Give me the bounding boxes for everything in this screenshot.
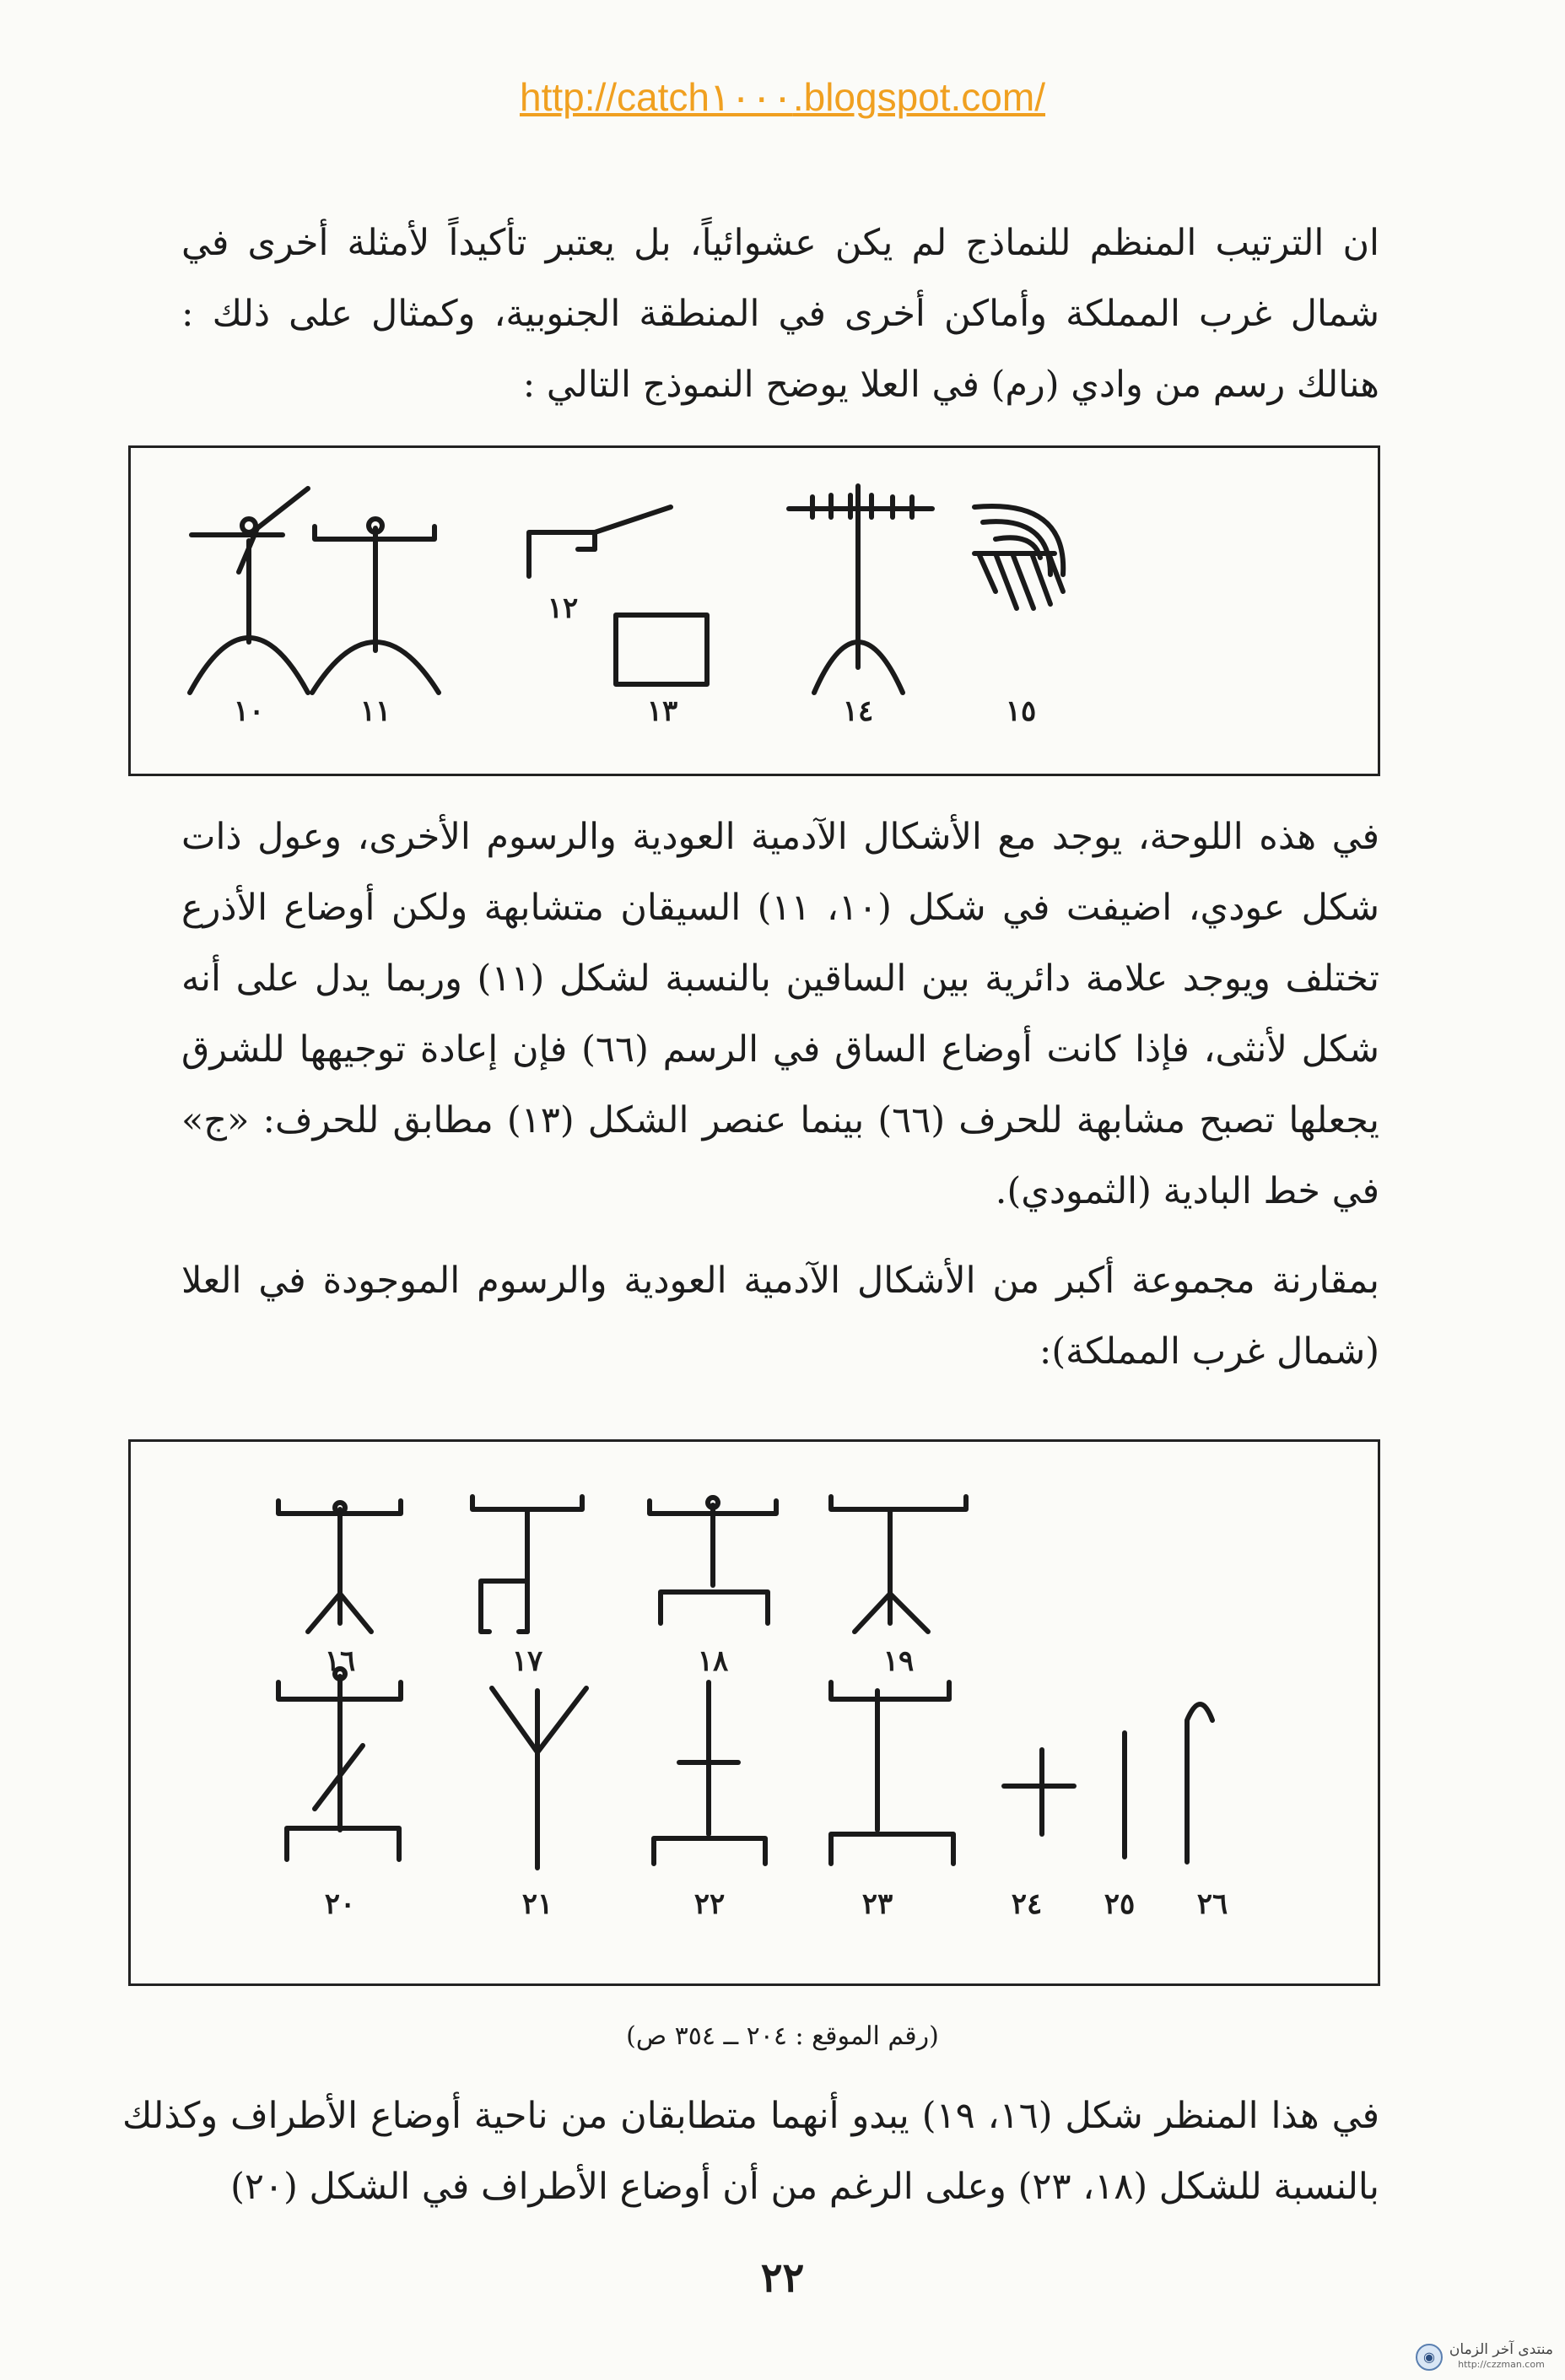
figure-label-10: ١٠ bbox=[233, 694, 265, 728]
figure-label-20: ٢٠ bbox=[324, 1887, 356, 1921]
petroglyph-14 bbox=[789, 486, 932, 693]
site-logo-url: http://czzman.com bbox=[1458, 2359, 1545, 2370]
petroglyph-12 bbox=[529, 507, 671, 576]
paragraph-comparison: بمقارنة مجموعة أكبر من الأشكال الآدمية العودية والرسوم الموجودة في العلا (شمال غرب المملكة): bbox=[181, 1260, 1379, 1373]
figure-2-box bbox=[128, 1439, 1380, 1986]
petroglyph-26 bbox=[1187, 1704, 1212, 1862]
petroglyph-19 bbox=[831, 1497, 966, 1632]
petroglyph-23 bbox=[831, 1682, 953, 1864]
figure-1-box bbox=[128, 445, 1380, 776]
site-logo-name: منتدى آخر الزمان bbox=[1449, 2341, 1553, 2358]
figure-label-15: ١٥ bbox=[1005, 694, 1037, 728]
site-logo[interactable] bbox=[1416, 2342, 1553, 2372]
figure-label-23: ٢٣ bbox=[861, 1887, 893, 1921]
petroglyph-16 bbox=[278, 1501, 401, 1632]
figure-label-13: ١٣ bbox=[646, 694, 678, 728]
figure-label-22: ٢٢ bbox=[693, 1887, 726, 1921]
paragraph-conclusion: في هذا المنظر شكل (١٦، ١٩) يبدو أنهما متطابقان من ناحية أوضاع الأطراف وكذلك بالنسبة للشكل (١٨، ٢٣) وعلى الرغم من أن أوضاع الأطراف في الشكل (٢٠) bbox=[122, 2095, 1380, 2208]
petroglyph-15 bbox=[974, 506, 1063, 608]
figure-1-drawing bbox=[131, 448, 1378, 774]
petroglyph-18 bbox=[650, 1498, 776, 1623]
figure-label-14: ١٤ bbox=[842, 694, 874, 728]
figure-2-caption: (رقم الموقع : ٢٠٤ ــ ٣٥٤ ص) bbox=[626, 2021, 939, 2051]
figure-label-18: ١٨ bbox=[697, 1644, 729, 1678]
figure-label-19: ١٩ bbox=[882, 1644, 915, 1678]
figure-label-16: ١٦ bbox=[324, 1644, 356, 1678]
petroglyph-20 bbox=[278, 1669, 401, 1859]
paragraph-analysis: في هذه اللوحة، يوجد مع الأشكال الآدمية العودية والرسوم الأخرى، وعول ذات شكل عودي، اضيفت في شكل (١٠، ١١) السيقان متشابهة ولكن أوضاع الأذرع تختلف ويوجد علامة دائرية بين الساقين بالنسبة لشكل (١١) وربما يدل على أنه شكل لأنثى، فإذا كانت أوضاع الساق في الرسم (٦٦) فإن إعادة توجيهها للشرق يجعلها تصبح مشابهة للحرف (٦٦) بينما عنصر الشكل (١٣) مطابق للحرف: «ج» في خط البادية (الثمودي). bbox=[181, 816, 1379, 1212]
page-number: ٢٢ bbox=[760, 2254, 805, 2302]
figure-label-25: ٢٥ bbox=[1104, 1887, 1136, 1921]
petroglyph-13 bbox=[616, 615, 707, 684]
petroglyph-17 bbox=[472, 1497, 582, 1632]
site-logo-text bbox=[1449, 2342, 1553, 2372]
petroglyph-22 bbox=[654, 1682, 765, 1864]
figure-label-21: ٢١ bbox=[521, 1887, 553, 1921]
figure-label-26: ٢٦ bbox=[1196, 1887, 1228, 1921]
figure-label-12: ١٢ bbox=[547, 591, 579, 625]
petroglyph-21 bbox=[492, 1688, 586, 1868]
petroglyph-11 bbox=[312, 519, 439, 693]
site-logo-icon: ◉ bbox=[1416, 2344, 1443, 2371]
figure-label-24: ٢٤ bbox=[1011, 1887, 1043, 1921]
figure-label-17: ١٧ bbox=[511, 1644, 543, 1678]
petroglyph-10 bbox=[190, 488, 308, 693]
figure-label-11: ١١ bbox=[359, 694, 391, 728]
header-url[interactable]: http://catch١٠٠٠.blogspot.com/ bbox=[519, 75, 1045, 119]
paragraph-intro: ان الترتيب المنظم للنماذج لم يكن عشوائياً، بل يعتبر تأكيداً لأمثلة أخرى في شمال غرب المملكة وأماكن أخرى في المنطقة الجنوبية، وكمثال على ذلك : هنالك رسم من وادي (رم) في العلا يوضح النموذج التالي : bbox=[181, 222, 1379, 406]
petroglyph-24 bbox=[1004, 1750, 1074, 1834]
